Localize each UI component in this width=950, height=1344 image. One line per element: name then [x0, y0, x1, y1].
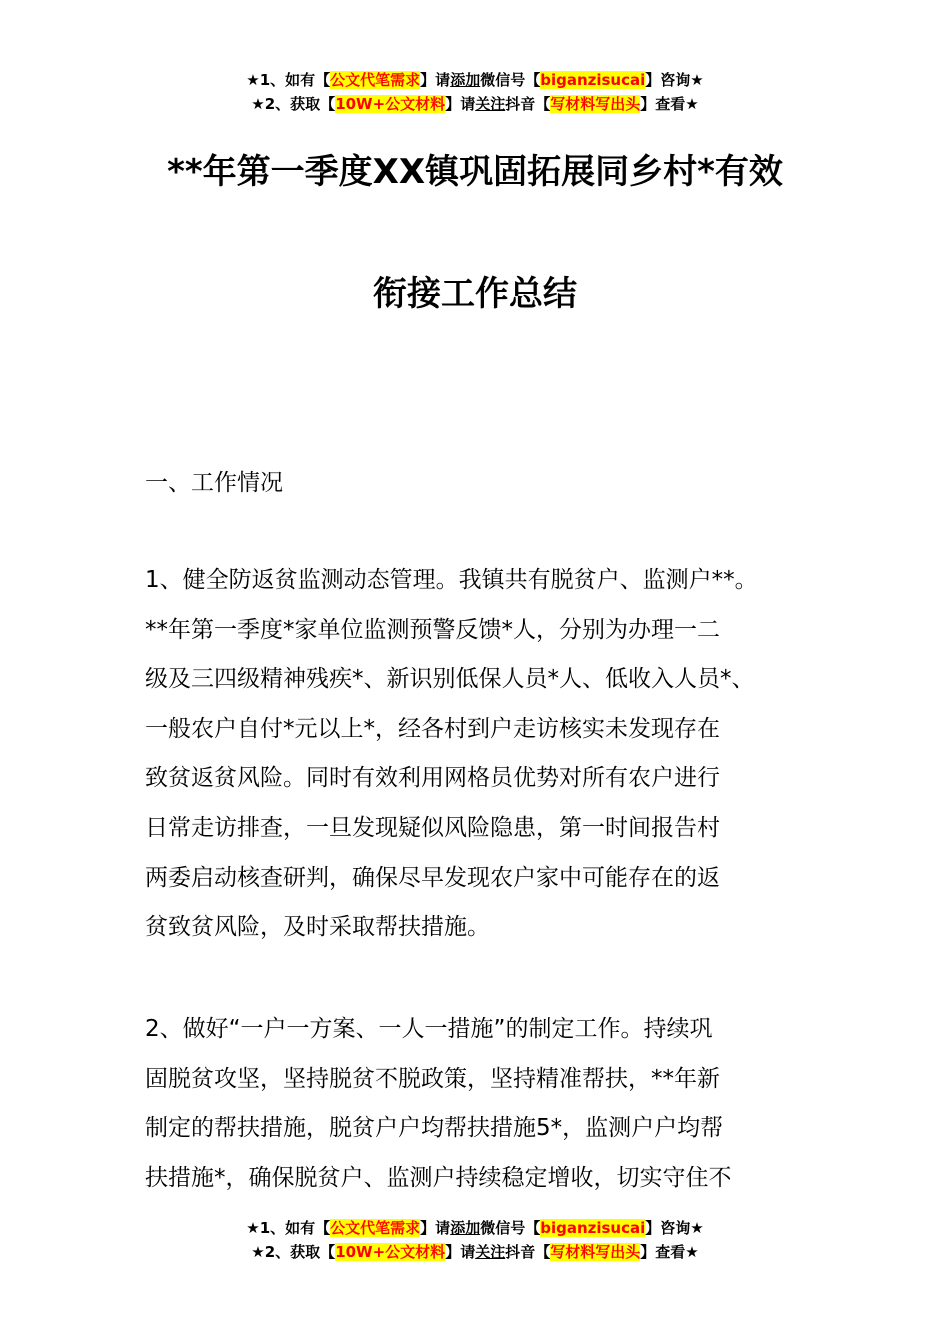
banner-line-2 [0, 92, 950, 116]
paragraph-line: 日常走访排查，一旦发现疑似风险隐患，第一时间报告村 [145, 814, 720, 841]
wechat-id: biganzisucai [540, 71, 646, 89]
highlight-text: 公文代笔需求 [330, 71, 421, 89]
paragraph-line: **年第一季度*家单位监测预警反馈*人，分别为办理一二 [145, 616, 720, 643]
banner-text: 】查看★ [640, 1243, 699, 1261]
document-title-line-1: **年第一季度XX镇巩固拓展同乡村*有效 [167, 152, 783, 192]
douyin-name: 写材料写出头 [550, 95, 641, 113]
highlight-text: 公文代笔需求 [330, 1219, 421, 1237]
banner-text: 】查看★ [640, 95, 699, 113]
banner-text: ★1、如有【 [246, 1219, 331, 1237]
wechat-id: biganzisucai [540, 1219, 646, 1237]
paragraph-line: 扶措施*，确保脱贫户、监测户持续稳定增收，切实守住不 [145, 1164, 732, 1191]
paragraph-line: 2、做好“一户一方案、一人一措施”的制定工作。持续巩 [145, 1016, 713, 1042]
banner-text: ★2、获取【 [251, 95, 336, 113]
banner-text: 】请 [420, 1219, 451, 1237]
underlined-text: 关注 [475, 1243, 506, 1261]
paragraph-line: 一般农户自付*元以上*，经各村到户走访核实未发现存在 [145, 715, 720, 742]
top-banner [0, 68, 950, 116]
banner-text: 】咨询★ [645, 1219, 704, 1237]
document-title-line-2: 衔接工作总结 [373, 274, 577, 314]
underlined-text: 关注 [475, 95, 506, 113]
banner-line-2 [0, 1240, 950, 1264]
banner-text: ★2、获取【 [251, 1243, 336, 1261]
banner-line-1 [0, 68, 950, 92]
douyin-name: 写材料写出头 [550, 1243, 641, 1261]
paragraph-2 [145, 1005, 845, 1203]
banner-text: 抖音【 [505, 95, 551, 113]
banner-text: 】请 [445, 1243, 476, 1261]
section-heading: 一、工作情况 [145, 470, 283, 496]
banner-text: 】咨询★ [645, 71, 704, 89]
paragraph-line: 1、健全防返贫监测动态管理。我镇共有脱贫户、监测户**。 [145, 567, 758, 593]
paragraph-line: 级及三四级精神残疾*、新识别低保人员*人、低收入人员*、 [145, 666, 755, 693]
banner-text: 微信号【 [480, 71, 541, 89]
underlined-text: 添加 [450, 71, 481, 89]
highlight-text: 10W+公文材料 [335, 1243, 446, 1261]
paragraph-line: 制定的帮扶措施，脱贫户户均帮扶措施5*，监测户户均帮 [145, 1115, 724, 1142]
banner-line-1 [0, 1216, 950, 1240]
paragraph-line: 固脱贫攻坚，坚持脱贫不脱政策，坚持精准帮扶，**年新 [145, 1065, 720, 1092]
bottom-banner [0, 1216, 950, 1264]
banner-text: ★1、如有【 [246, 71, 331, 89]
banner-text: 】请 [420, 71, 451, 89]
paragraph-line: 致贫返贫风险。同时有效利用网格员优势对所有农户进行 [145, 765, 720, 792]
paragraph-1 [145, 556, 845, 953]
underlined-text: 添加 [450, 1219, 481, 1237]
paragraph-line: 两委启动核查研判，确保尽早发现农户家中可能存在的返 [145, 864, 720, 891]
highlight-text: 10W+公文材料 [335, 95, 446, 113]
banner-text: 】请 [445, 95, 476, 113]
paragraph-line: 贫致贫风险，及时采取帮扶措施。 [145, 914, 490, 941]
banner-text: 微信号【 [480, 1219, 541, 1237]
banner-text: 抖音【 [505, 1243, 551, 1261]
